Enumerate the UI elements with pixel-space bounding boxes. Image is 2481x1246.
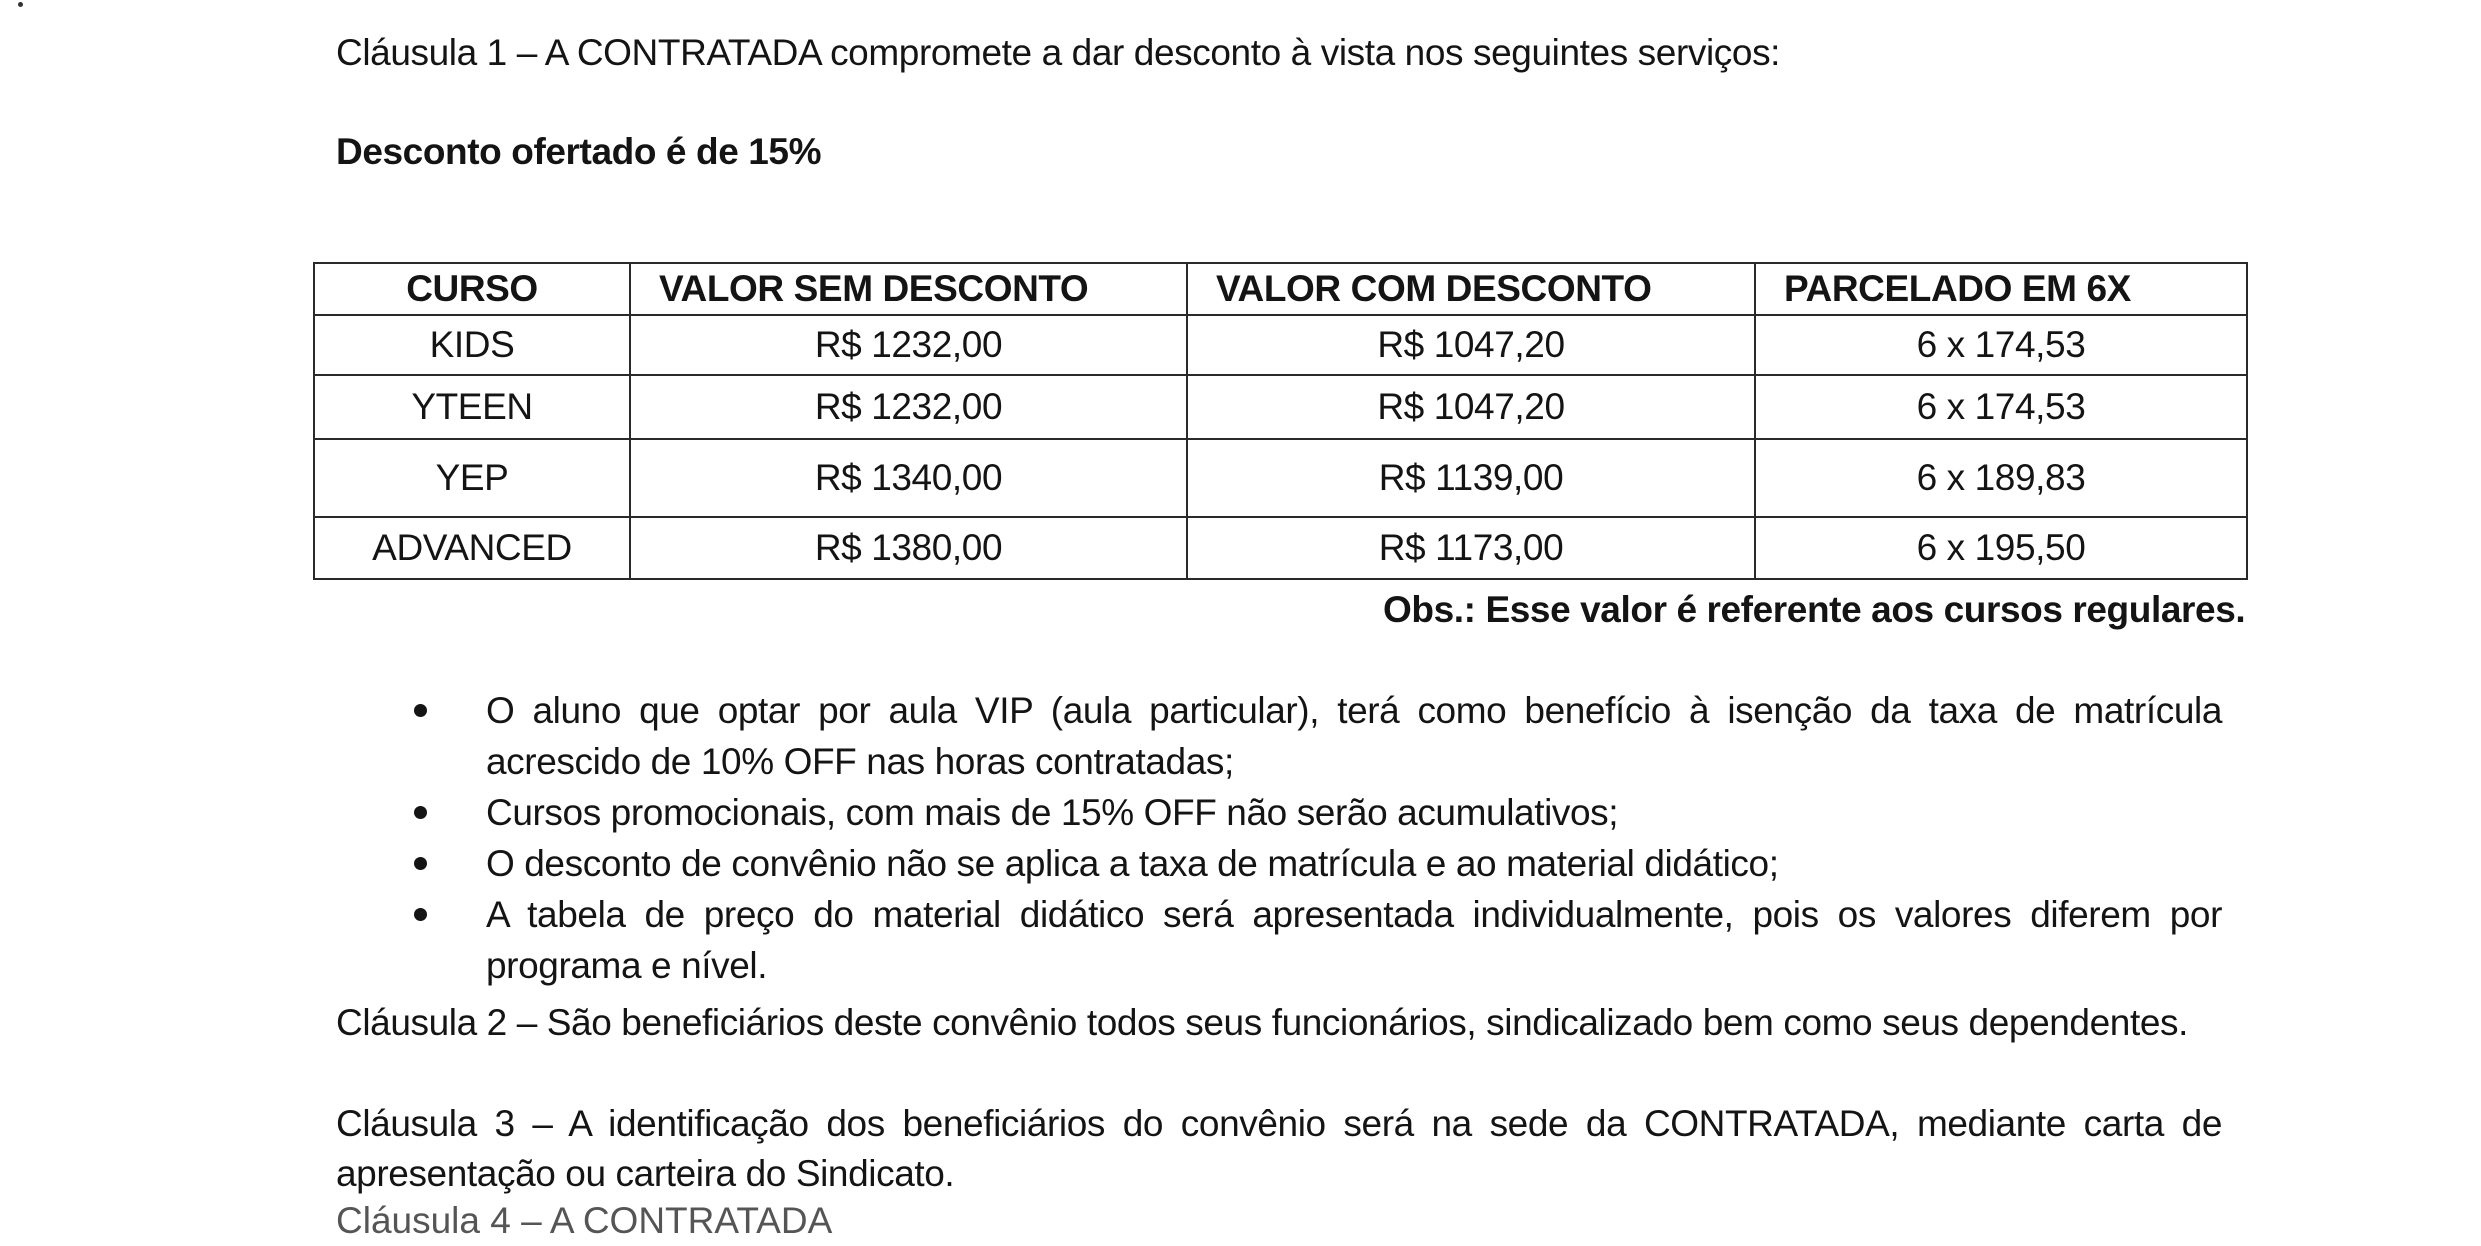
table-row [314, 375, 2247, 439]
table-cell: KIDS [314, 315, 630, 375]
table-cell: 6 x 189,83 [1755, 439, 2247, 517]
price-table [313, 262, 2248, 580]
clause-2-text: Cláusula 2 – São beneficiários deste convênio todos seus funcionários, sindicalizado bem como seus dependentes. [336, 1002, 2188, 1043]
list-item-text: O desconto de convênio não se aplica a taxa de matrícula e ao material didático; [486, 843, 1779, 884]
clause-4-partial-text: Cláusula 4 – A CONTRATADA [336, 1200, 833, 1241]
header-valor-com-desconto: VALOR COM DESCONTO [1187, 263, 1755, 315]
table-cell: R$ 1047,20 [1187, 375, 1755, 439]
header-curso: CURSO [314, 263, 630, 315]
header-parcelado: PARCELADO EM 6X [1755, 263, 2247, 315]
table-row [314, 439, 2247, 517]
bullet-icon [414, 908, 427, 921]
discount-offer-heading: Desconto ofertado é de 15% [336, 131, 822, 172]
list-item [336, 787, 2222, 838]
table-cell: R$ 1047,20 [1187, 315, 1755, 375]
scan-speck [18, 2, 23, 7]
table-cell: R$ 1173,00 [1187, 517, 1755, 579]
obs-note: Obs.: Esse valor é referente aos cursos regulares. [1383, 589, 2246, 630]
bullet-icon [414, 806, 427, 819]
list-item [336, 838, 2222, 889]
list-item [336, 889, 2222, 991]
list-item-text: Cursos promocionais, com mais de 15% OFF não serão acumulativos; [486, 792, 1619, 833]
header-valor-sem-desconto: VALOR SEM DESCONTO [630, 263, 1187, 315]
table-cell: R$ 1139,00 [1187, 439, 1755, 517]
table-row [314, 315, 2247, 375]
conditions-list [336, 685, 2222, 991]
table-cell: ADVANCED [314, 517, 630, 579]
list-item-text: A tabela de preço do material didático será apresentada individualmente, pois os valores diferem por programa e nível. [486, 894, 2222, 986]
list-item-text: O aluno que optar por aula VIP (aula particular), terá como benefício à isenção da taxa de matrícula acrescido de 10% OFF nas horas contratadas; [486, 690, 2222, 782]
list-item [336, 685, 2222, 787]
table-cell: YEP [314, 439, 630, 517]
table-cell: 6 x 195,50 [1755, 517, 2247, 579]
table-cell: YTEEN [314, 375, 630, 439]
bullet-icon [414, 704, 427, 717]
bullet-icon [414, 857, 427, 870]
table-cell: 6 x 174,53 [1755, 315, 2247, 375]
clause-4-partial [336, 1196, 1236, 1241]
table-cell: R$ 1340,00 [630, 439, 1187, 517]
table-row [314, 517, 2247, 579]
table-cell: R$ 1232,00 [630, 315, 1187, 375]
table-header-row [314, 263, 2247, 315]
clause-3-text: Cláusula 3 – A identificação dos beneficiários do convênio será na sede da CONTRATADA, mediante carta de apresentação ou carteira do Sindicato. [336, 1103, 2222, 1194]
table-cell: R$ 1232,00 [630, 375, 1187, 439]
table-cell: R$ 1380,00 [630, 517, 1187, 579]
table-cell: 6 x 174,53 [1755, 375, 2247, 439]
clause-1-text: Cláusula 1 – A CONTRATADA compromete a dar desconto à vista nos seguintes serviços: [336, 32, 1781, 73]
